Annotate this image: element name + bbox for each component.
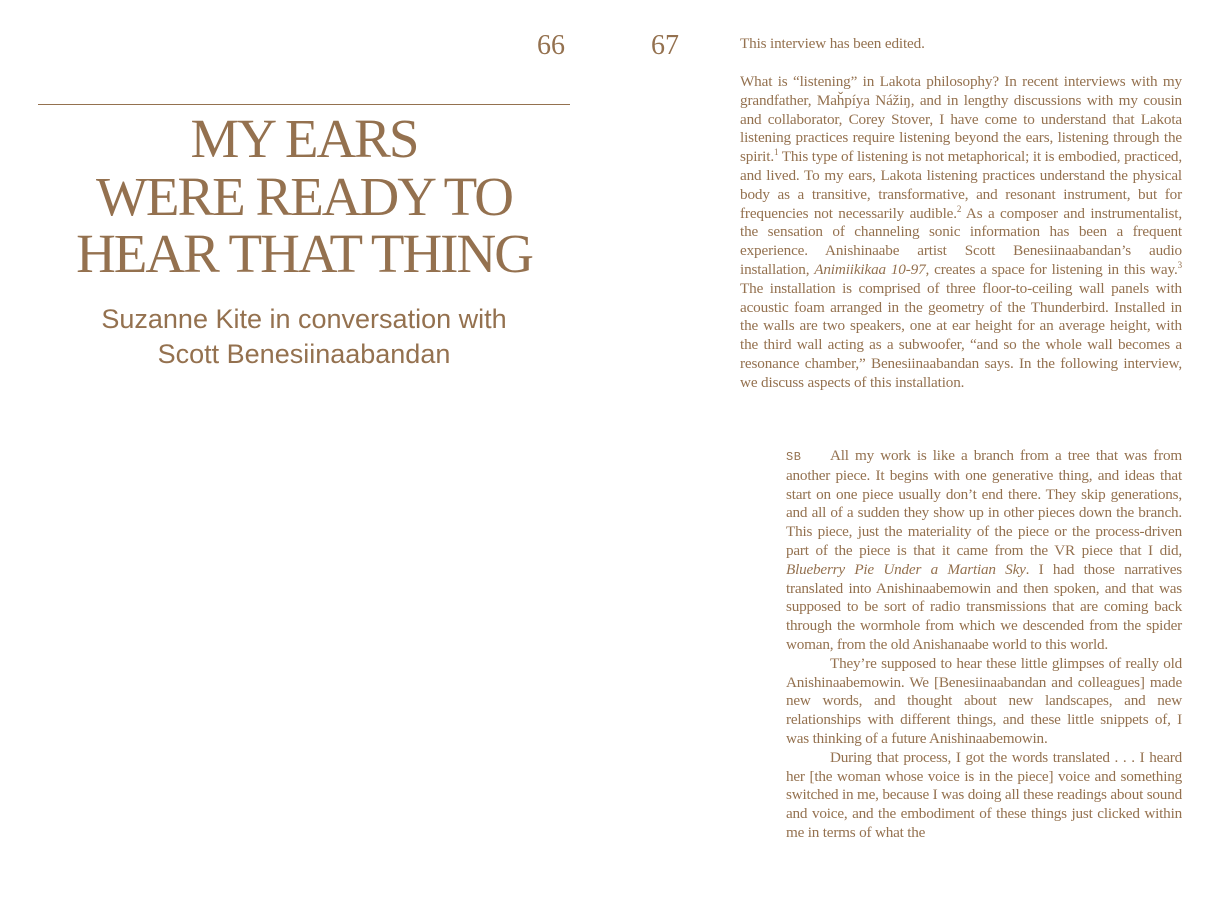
work-title: Blueberry Pie Under a Martian Sky	[786, 560, 1026, 578]
edited-note: This interview has been edited.	[740, 35, 925, 52]
title-line: HEAR THAT THING	[76, 223, 532, 284]
interview-body	[786, 447, 1182, 843]
work-title: Animiikikaa 10-97,	[814, 260, 930, 278]
footnote-ref: 1	[773, 147, 779, 158]
footnote-ref: 2	[956, 203, 962, 214]
subtitle-line: Scott Benesiinaabandan	[157, 339, 451, 369]
intro-text: This type of listening is not metaphorical; it is embodied, practiced, and lived. To my ears, Lakota listening practices understand the physical body as a transitive, transformative, and resonant instrument, but for frequencies not necessarily audible.	[740, 148, 1183, 222]
article-subtitle	[38, 302, 570, 372]
intro-text: creates a space for listening in this way.	[929, 260, 1178, 278]
subtitle-line: Suzanne Kite in conversation with	[101, 304, 507, 334]
intro-paragraph	[740, 73, 1182, 393]
title-rule	[38, 104, 570, 105]
interview-paragraph	[786, 447, 1182, 655]
interview-paragraph: During that process, I got the words translated . . . I heard her [the woman whose voice is in the piece] voice and something switched in me, because I was doing all these readings about sound and voice, and the embodiment of these things just clicked within me in terms of what the	[786, 748, 1182, 841]
title-line: WERE READY TO	[95, 165, 512, 227]
article-title	[38, 110, 570, 283]
intro-text: What is “listening” in Lakota philosophy? In recent interviews with my grandfather, Maȟpíya Nážiŋ, and in lengthy discussions with my cousin and collaborator, Corey Stover, I have come to understand that Lakota listening practices require listening beyond the ears, listening through the spirit.	[740, 73, 1182, 166]
interview-text: All my work is like a branch from a tree that was from another piece. It begins with one generative thing, and ideas that start on one piece usually don’t end there. They skip generations, and all of a sudden they show up in other pieces down the branch. This piece, just the materiality of the piece or the process-driven part of the piece is that it came from the VR piece that I did,	[786, 447, 1182, 559]
footnote-ref: 3	[1177, 259, 1182, 270]
intro-text: The installation is comprised of three floor-to-ceiling wall panels with acoustic foam arranged in the geometry of the Thunderbird. Installed in the walls are two speakers, one at ear height for an average height, with the third wall acting as a subwoofer, “and so the whole wall becomes a resonance chamber,” Benesiinaabandan says. In the following interview, we discuss aspects of this installation.	[740, 279, 1182, 391]
interview-text: . I had those narratives translated into Anishinaabemowin and then spoken, and that was supposed to be sort of radio transmissions that are coming back through the wormhole from which we descended from the spider woman, from the old Anishanaabe world to this world.	[786, 560, 1182, 653]
title-line: MY EARS	[190, 108, 418, 169]
speaker-label: SB	[786, 450, 802, 464]
intro-text: As a composer and instrumentalist, the sensation of channeling sonic information has been a frequent experience. Anishinaabe artist Scott Benesiinaabandan’s audio installation,	[740, 204, 1183, 278]
page-number-left: 66	[537, 30, 565, 61]
interview-paragraph: They’re supposed to hear these little glimpses of really old Anishinaabemowin. We [Benesiinaabandan and colleagues] made new words, and thought about new landscapes, and new relationships with different things, and these little snippets of, I was thinking of a future Anishinaabemowin.	[786, 654, 1182, 747]
page-number-right: 67	[651, 30, 679, 61]
